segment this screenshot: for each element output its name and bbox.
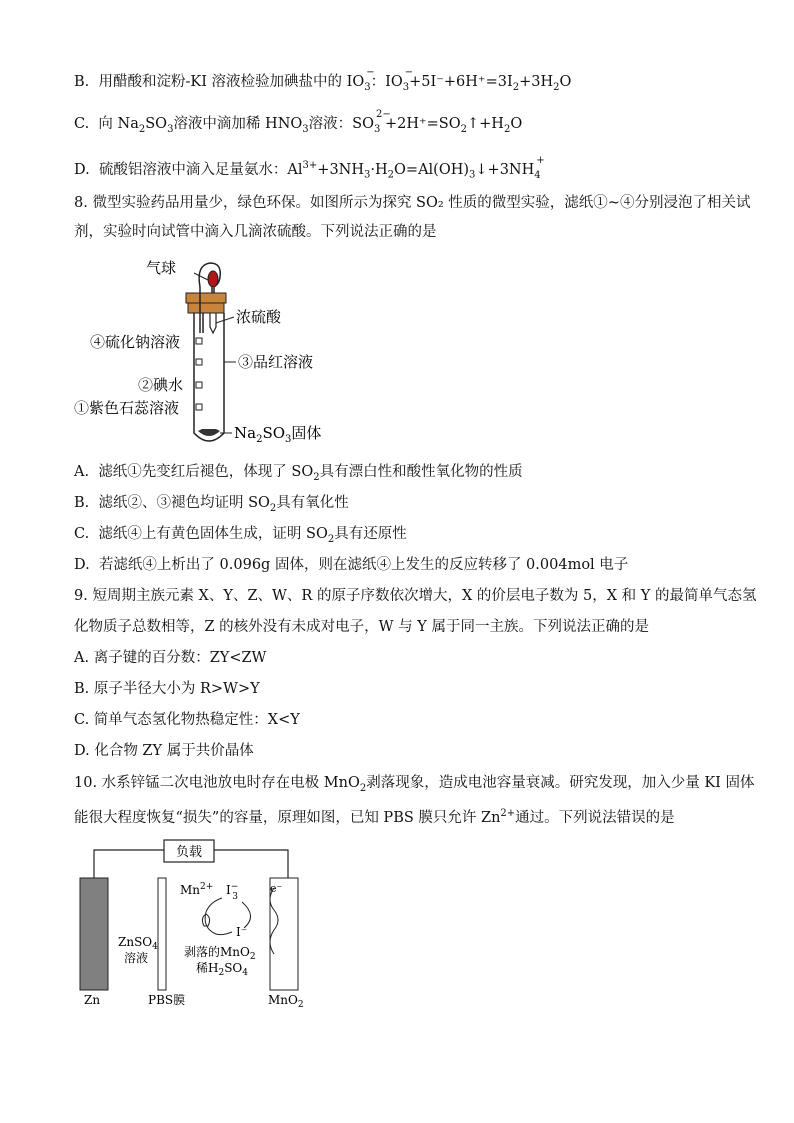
- q7-option-d: [74, 154, 545, 186]
- option-text: 用醋酸和淀粉-KI 溶液检验加碘盐中的 IO: [98, 74, 365, 90]
- peeled-sub: 2: [249, 952, 256, 962]
- stopper-bottom: [188, 303, 224, 313]
- equation-o: O: [559, 74, 572, 90]
- stopper-top: [186, 293, 226, 303]
- subscript: 2: [503, 123, 511, 135]
- ammonium-ion: [534, 154, 545, 186]
- dropper-tip: [210, 313, 216, 333]
- filter-paper-2: [196, 382, 202, 388]
- test-tube-figure: [70, 255, 340, 450]
- paper2-label: ②碘水: [138, 376, 184, 394]
- equation-o: O: [510, 116, 523, 132]
- subscript: 2: [553, 81, 560, 93]
- znso4-label: [118, 935, 158, 952]
- subscript: 2: [138, 123, 146, 135]
- ion-subscript: 3: [402, 82, 410, 93]
- paper4-label: ④硫化钠溶液: [90, 333, 181, 351]
- subscript: 2: [359, 782, 367, 794]
- superscript: 3+: [302, 160, 318, 171]
- mn-text: Mn: [180, 883, 201, 897]
- i3-sup: −: [230, 882, 239, 892]
- peeled-label: [184, 944, 256, 962]
- dropper-bulb: [208, 271, 218, 287]
- znso4-text: ZnSO: [118, 935, 153, 949]
- option-label: B.: [74, 74, 90, 90]
- mno2-text: MnO: [268, 993, 298, 1007]
- q9-option-d: D. 化合物 ZY 属于共价晶体: [74, 743, 254, 759]
- option-label: C.: [74, 526, 90, 542]
- solid-sub2: 3: [285, 434, 292, 445]
- solid-end: 固体: [291, 424, 322, 442]
- wire-right: [214, 850, 288, 878]
- equation-middle: ·H: [370, 161, 388, 178]
- stem-text: 通过。下列说法错误的是: [515, 809, 675, 826]
- filter-paper-3: [196, 359, 202, 365]
- pbs-membrane: [158, 878, 166, 990]
- mno2-to-mn-arrow: [206, 898, 222, 912]
- dilute-end: SO: [224, 961, 243, 975]
- solution-label: 溶液: [124, 951, 149, 965]
- i3-label: [226, 882, 238, 902]
- dilute-sub2: 4: [242, 968, 248, 978]
- dilute-sub: 2: [218, 968, 225, 978]
- mno2-sub: 2: [297, 1000, 304, 1010]
- balloon-label: 气球: [146, 259, 177, 277]
- option-text: 滤纸①先变红后褪色，体现了 SO: [98, 464, 314, 480]
- solid-sub: 2: [256, 434, 263, 445]
- equation-end: ↑+H: [467, 116, 504, 132]
- subscript: 2: [512, 81, 520, 93]
- dilute-label: [196, 960, 248, 978]
- iodate-ion-eq: [402, 67, 414, 98]
- balloon-leader: [194, 273, 208, 280]
- subscript: 3: [302, 123, 309, 135]
- q9-option-c: C. 简单气态氢化物热稳定性：X<Y: [74, 712, 300, 728]
- zn-electrode: [80, 878, 108, 990]
- superscript: 2+: [500, 808, 516, 819]
- option-text: 向 Na: [98, 116, 139, 132]
- ion-subscript: 4: [534, 169, 541, 181]
- subscript: 2: [269, 502, 277, 514]
- option-text: 若滤纸④上析出了 0.096g 固体，则在滤纸④上发生的反应转移了 0.004mol 电子: [98, 557, 629, 573]
- sodium-sulfite-solid: [198, 429, 220, 436]
- zn-label: Zn: [84, 993, 101, 1007]
- stem-text: 剥落现象，造成电池容量衰减。研究发现，加入少量 KI 固体: [366, 775, 755, 791]
- ion-charge: −: [404, 67, 414, 78]
- option-text: 溶液中滴加稀 HNO: [173, 116, 303, 132]
- acid-leader: [216, 317, 234, 323]
- stem-text: 能很大程度恢复“损失”的容量，原理如图，已知 PBS 膜只允许 Zn: [74, 809, 501, 826]
- q8-option-c: [74, 524, 407, 550]
- option-text: 溶液：SO: [308, 116, 374, 132]
- option-label: C.: [74, 116, 90, 132]
- option-text: 具有氧化性: [276, 495, 349, 511]
- i3-text: I: [226, 883, 231, 897]
- subscript: 2: [387, 169, 395, 181]
- electron-label: e⁻: [270, 882, 283, 895]
- paper3-label: ③品红溶液: [238, 353, 314, 371]
- option-text: 硫酸铝溶液中滴入足量氨水：Al: [98, 161, 303, 178]
- ion-charge: 2−: [375, 109, 391, 120]
- stem-text: 10. 水系锌锰二次电池放电时存在电极 MnO: [74, 775, 360, 791]
- q8-option-a: [74, 462, 523, 488]
- tube-body: [194, 313, 224, 441]
- equation-middle: +2H⁺=SO: [384, 116, 461, 132]
- equation-middle: +3NH: [317, 161, 365, 178]
- equation-middle: ↓+3NH: [475, 161, 535, 178]
- subscript: 2: [460, 123, 467, 135]
- i3-sub: 3: [232, 892, 239, 902]
- option-label: B.: [74, 495, 90, 511]
- subscript: 3: [167, 123, 174, 135]
- iodate-ion: [364, 67, 375, 98]
- equation-middle: +5I⁻+6H⁺=3I: [409, 74, 513, 90]
- option-label: D.: [74, 557, 90, 573]
- q8-stem-line2: 剂，实验时向试管中滴入几滴浓硫酸。下列说法正确的是: [74, 224, 437, 240]
- q9-option-a: A. 离子键的百分数：ZY<ZW: [74, 650, 267, 666]
- option-label: A.: [74, 464, 90, 480]
- q10-stem-line2: [74, 804, 675, 828]
- mn-sup: 2+: [200, 882, 214, 892]
- option-text: 滤纸④上有黄色固体生成，证明 SO: [98, 526, 328, 542]
- formula: SO: [145, 116, 168, 132]
- ion-subscript: 3: [373, 124, 381, 135]
- solid-label: [234, 424, 321, 445]
- q8-option-b: [74, 493, 349, 519]
- ion-charge: +: [536, 154, 545, 166]
- option-text: 具有还原性: [334, 526, 407, 542]
- wire-left: [94, 850, 164, 878]
- pbs-label: PBS膜: [148, 993, 186, 1007]
- subscript: 2: [313, 471, 320, 483]
- mno2-label: [268, 993, 304, 1010]
- sulfite-ion: [373, 109, 391, 140]
- subscript: 2: [327, 533, 335, 545]
- peeled-text: 剥落的MnO: [184, 945, 250, 959]
- battery-figure: [72, 838, 332, 1010]
- q7-option-c: [74, 109, 523, 140]
- ion-subscript: 3: [364, 82, 371, 93]
- solid-so: SO: [262, 424, 286, 442]
- equation-end: +3H: [519, 74, 554, 90]
- option-label: D.: [74, 161, 90, 178]
- q10-stem-line1: [74, 773, 755, 799]
- load-label: 负载: [176, 845, 203, 860]
- filter-paper-1: [196, 404, 202, 410]
- ion-charge: −: [366, 67, 375, 78]
- znso4-sub: 4: [152, 942, 158, 952]
- q8-stem-line1: 8. 微型实验药品用量少，绿色环保。如图所示为探究 SO₂ 性质的微型实验，滤纸①~④分别浸泡了相关试: [74, 195, 751, 211]
- q9-option-b: B. 原子半径大小为 R>W>Y: [74, 681, 260, 697]
- conc-acid-label: 浓硫酸: [236, 308, 282, 326]
- equation-start: ：IO: [370, 74, 403, 90]
- equation-middle: O=Al(OH): [394, 161, 470, 178]
- paper1-label: ①紫色石蕊溶液: [74, 399, 180, 417]
- q9-stem-line2: 化物质子总数相等，Z 的核外没有未成对电子，W 与 Y 属于同一主族。下列说法正确的是: [74, 619, 649, 635]
- option-text: 滤纸②、③褪色均证明 SO: [98, 495, 270, 511]
- solid-na: Na: [234, 424, 257, 442]
- iodide-label: I⁻: [236, 925, 248, 939]
- subscript: 3: [469, 169, 476, 181]
- mn2-label: [180, 882, 213, 897]
- filter-paper-4: [196, 338, 202, 344]
- q9-stem-line1: 9. 短周期主族元素 X、Y、Z、W、R 的原子序数依次增大，X 的价层电子数为 5，X 和 Y 的最简单气态氢: [74, 588, 757, 604]
- option-text: 具有漂白性和酸性氧化物的性质: [319, 464, 523, 480]
- dilute-text: 稀H: [196, 961, 219, 975]
- subscript: 3: [364, 169, 371, 181]
- q7-option-b: [74, 67, 572, 98]
- q8-option-d: [74, 555, 628, 575]
